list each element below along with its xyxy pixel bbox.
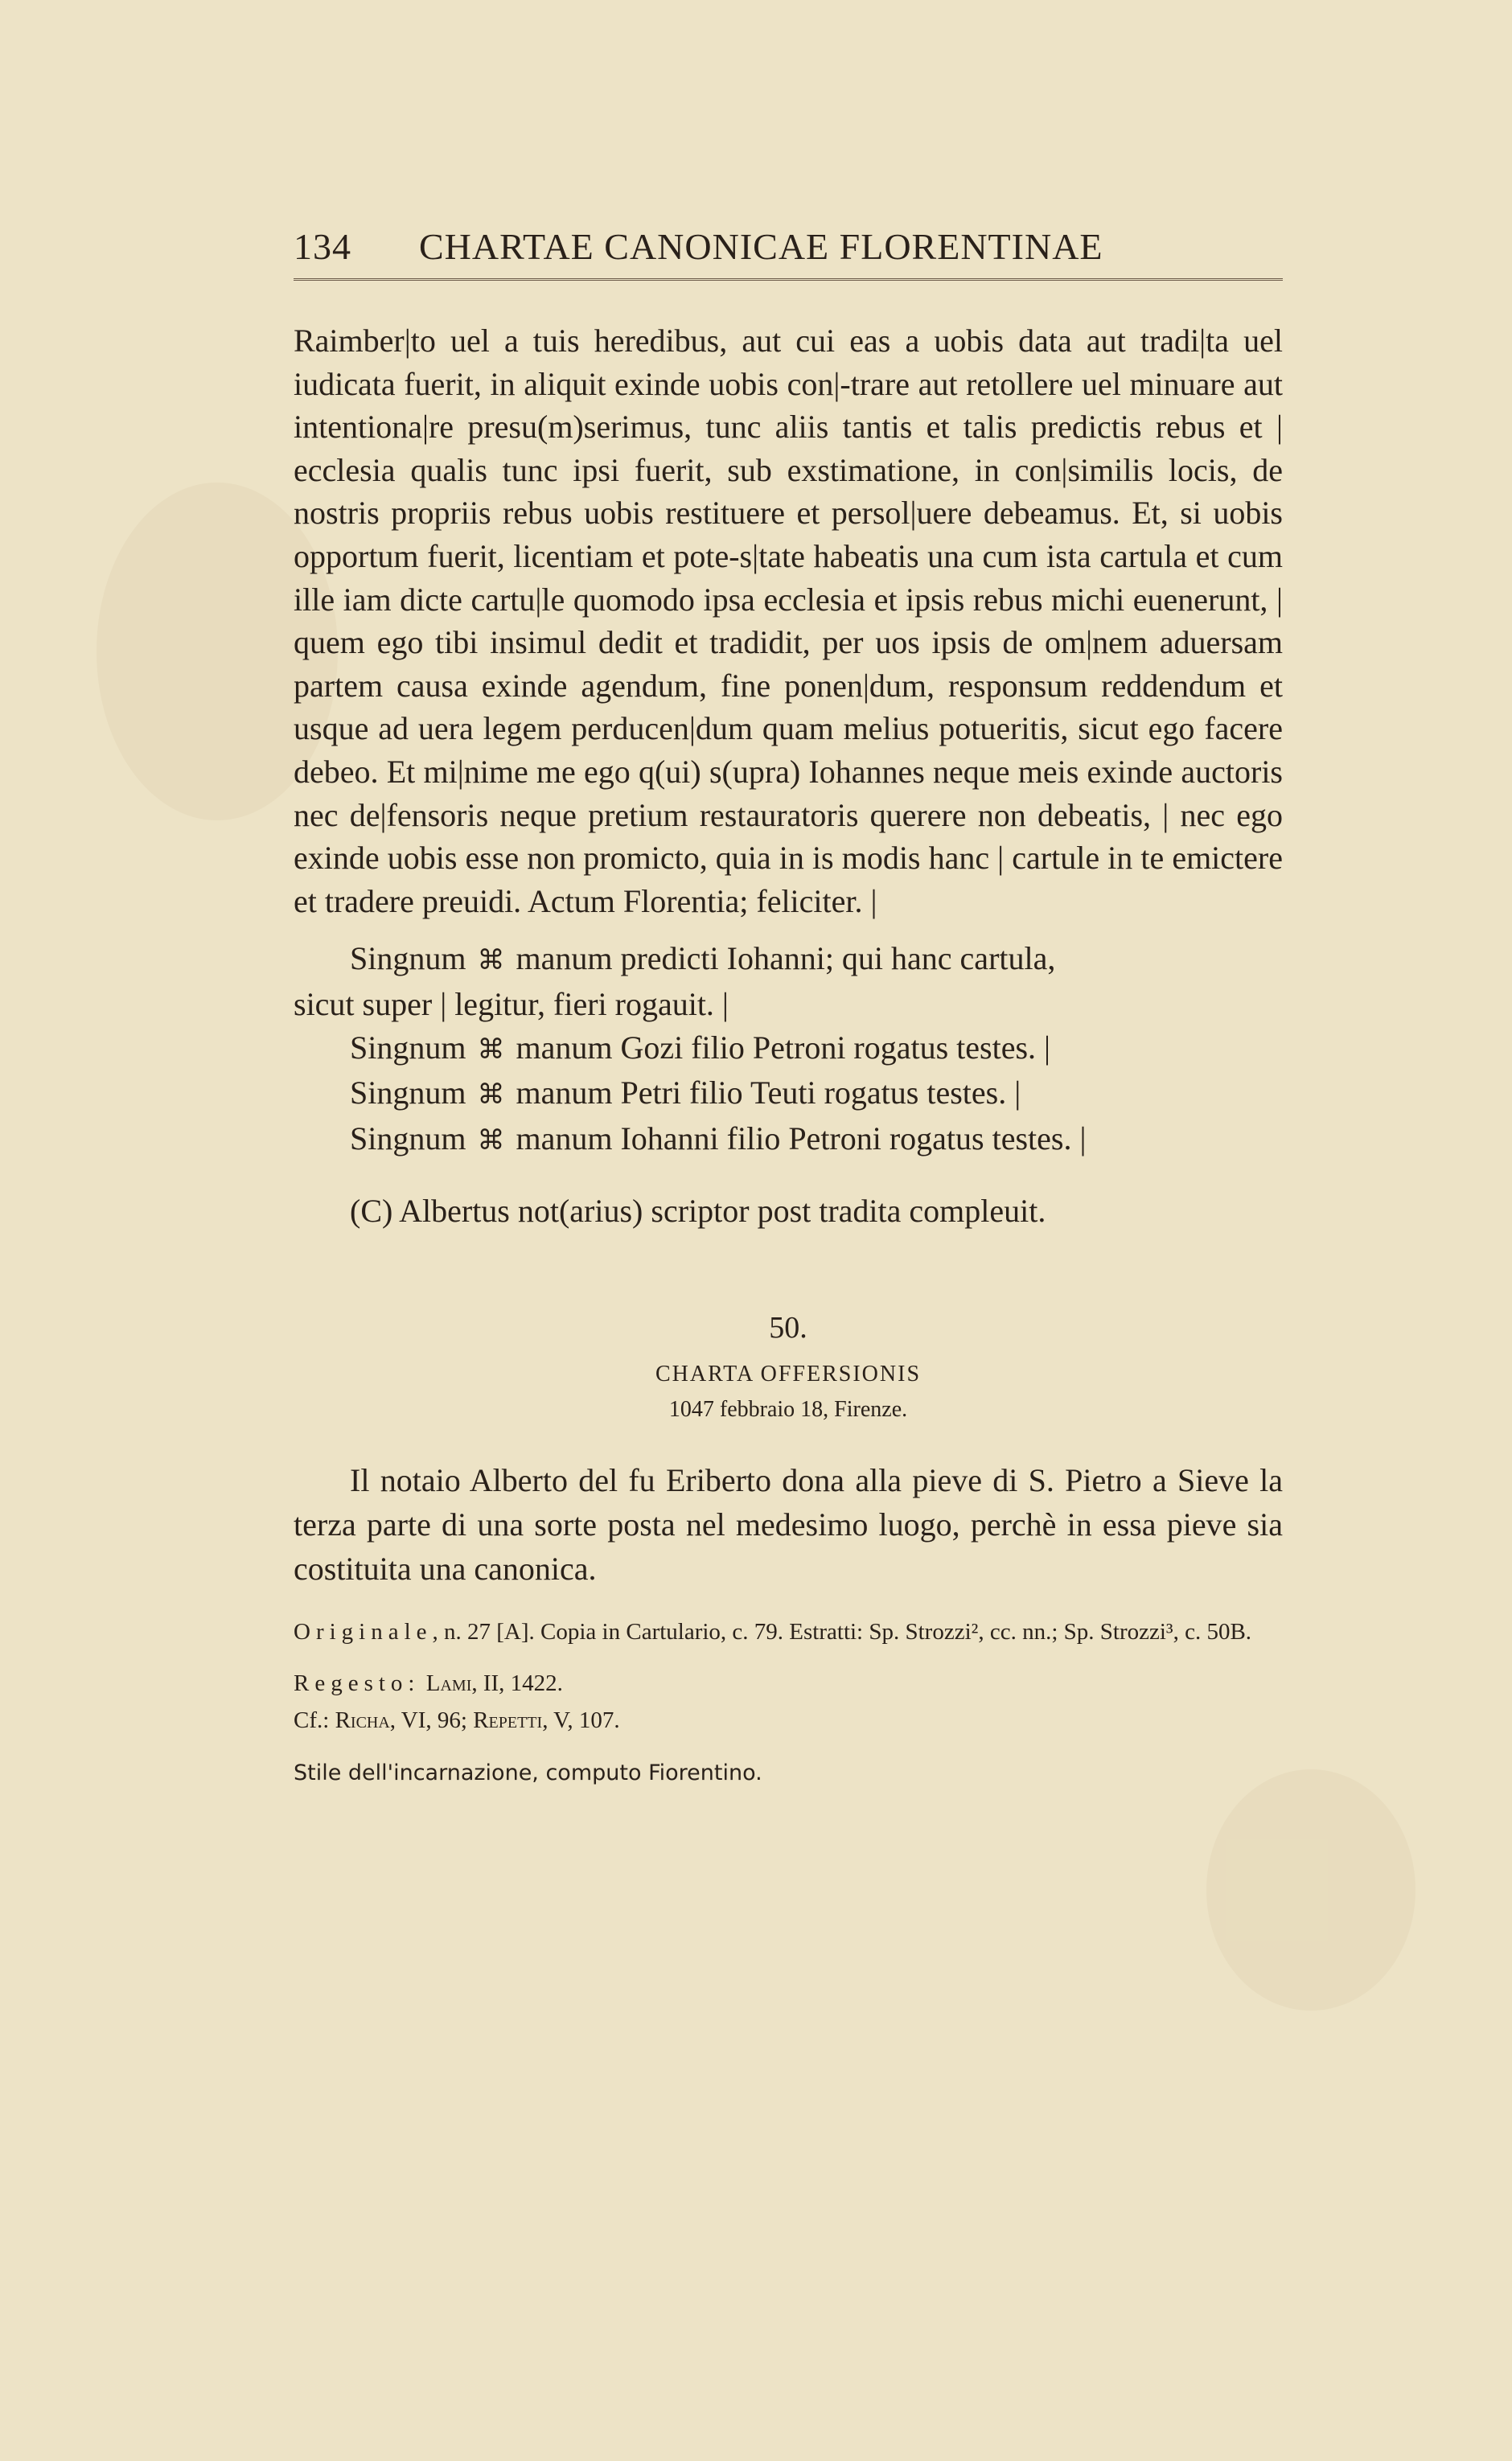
signum-cross-icon: ⌘ (477, 1034, 505, 1065)
running-header (294, 225, 1283, 275)
header-rule (294, 278, 1283, 284)
signum-cross-icon: ⌘ (477, 1080, 505, 1111)
page-content (294, 225, 1283, 1792)
page-number: 134 (294, 226, 351, 267)
signum-cross-icon: ⌘ (477, 946, 505, 976)
signature-line-continuation: sicut super | legitur, fieri rogauit. | (294, 985, 729, 1022)
note-cf: Cf.: Richa, VI, 96; Repetti, V, 107. (294, 1707, 620, 1733)
note-regesto: Regesto: Lami, II, 1422. (294, 1670, 563, 1696)
charter-paragraph: Raimber|to uel a tuis heredibus, aut cui eas a uobis data aut tradi|ta uel iudicata fuerit, in aliquit exinde uobis con|-trare aut retollere uel minuare aut intentiona|re presu(m)serimus, tunc aliis tantis et talis predictis rebus et | ecclesia qualis tunc ipsi fuerit, sub exstimatione, in con|similis locis, de nostris propriis rebus uobis restituere et persol|uere debeamus. Et, si uobis opportum fuerit, licentiam et pote-s|tate habeatis una cum ista cartula et cum ille iam dicte cartu|le quomodo ipsa ecclesia et ipsis rebus michi euenerunt, | quem ego tibi insimul dedit et tradidit, per uos ipsis de om|nem aduersam partem causa exinde agendum, fine ponen|dum, responsum reddendum et usque ad uera legem perducen|dum quam melius potueritis, sicut ego facere debeo. Et mi|nime me ego q(ui) s(upra) Iohannes neque meis exinde auctoris nec de|fensoris neque pretium restauratoris querere non debeatis, | nec ego exinde uobis esse non promicto, quia in is modis hanc | cartule in te emictere et tradere preuidi. Actum Florentia; feliciter. | (294, 323, 1283, 919)
signature-line: Singnum ⌘ manum Gozi filio Petroni rogatus testes. | (294, 1026, 1283, 1072)
document-title: CHARTA OFFERSIONIS (655, 1361, 922, 1387)
signatures-block (294, 937, 1283, 1162)
note-originale: Originale, n. 27 [A]. Copia in Cartulario, c. 79. Estratti: Sp. Strozzi², cc. nn.; Sp. Strozzi³, c. 50B. (294, 1618, 1252, 1645)
signum-cross-icon: ⌘ (477, 1125, 505, 1156)
note-style: Stile dell'incarnazione, computo Fiorentino. (294, 1760, 762, 1785)
paper-stain (1206, 1769, 1415, 2011)
editorial-notes (294, 1613, 1283, 1792)
document-summary: Il notaio Alberto del fu Eriberto dona alla pieve di S. Pietro a Sieve la terza parte di una sorte posta nel medesimo luogo, perchè in essa pieve sia costituita una canonica. (294, 1461, 1283, 1587)
notary-subscription: (C) Albertus not(arius) scriptor post tradita compleuit. (350, 1193, 1046, 1230)
charter-text (294, 319, 1283, 922)
document-number: 50. (769, 1310, 807, 1345)
signature-line: Singnum ⌘ manum predicti Iohanni; qui hanc cartula, (294, 937, 1283, 983)
signature-line: Singnum ⌘ manum Iohanni filio Petroni rogatus testes. | (294, 1117, 1283, 1163)
document-date: 1047 febbraio 18, Firenze. (668, 1396, 908, 1422)
running-title: CHARTAE CANONICAE FLORENTINAE (419, 226, 1103, 267)
signature-line: Singnum ⌘ manum Petri filio Teuti rogatus testes. | (294, 1071, 1283, 1117)
